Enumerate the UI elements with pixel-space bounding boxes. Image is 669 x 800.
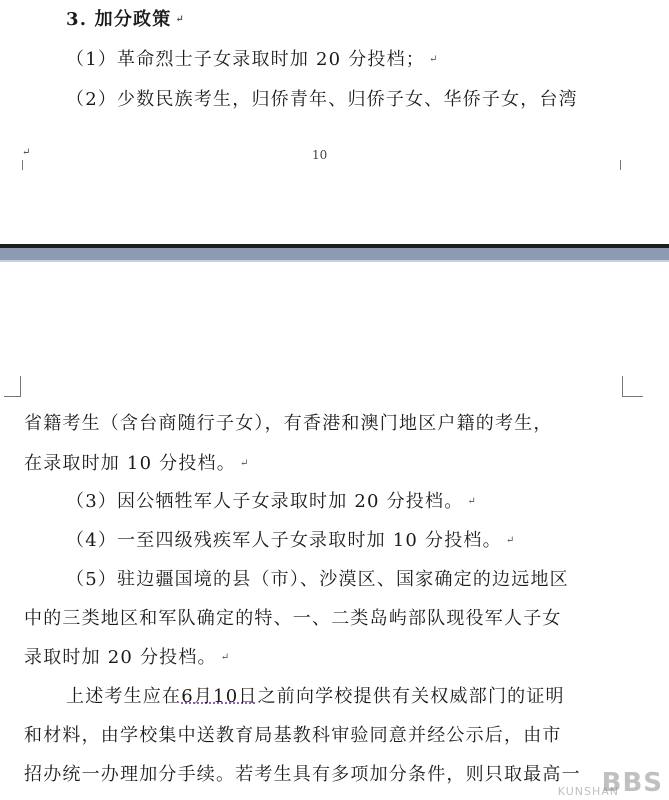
section-heading: 3. 加分政策 ↵: [66, 9, 186, 30]
text-line: 上述考生应在6月10日之前向学校提供有关权威部门的证明: [66, 686, 565, 707]
page-separator: [0, 244, 669, 262]
text-line: 和材料，由学校集中送教育局基教科审验同意并经公示后，由市: [24, 725, 562, 746]
margin-corner-mark: [622, 376, 643, 397]
page-number: 10: [312, 148, 328, 162]
date-text: 6月10日: [181, 686, 258, 707]
margin-corner-mark: [4, 376, 21, 397]
margin-corner-mark: [620, 160, 621, 170]
margin-corner-mark: [22, 160, 23, 170]
text-line: 录取时加 20 分投档。 ↵: [24, 647, 231, 668]
paragraph-mark: ↵: [22, 147, 31, 158]
site-watermark: BBS KUNSHAN: [557, 768, 663, 798]
text-line: 在录取时加 10 分投档。 ↵: [24, 453, 250, 474]
text-line: （1）革命烈士子女录取时加 20 分投档； ↵: [66, 49, 439, 70]
text-line: 省籍考生（含台商随行子女），有香港和澳门地区户籍的考生，: [24, 413, 553, 434]
text-line: （3）因公牺牲军人子女录取时加 20 分投档。 ↵: [66, 491, 477, 512]
document-page-top: [0, 0, 669, 244]
document-page-bottom: [0, 262, 669, 800]
text-line: （4）一至四级残疾军人子女录取时加 10 分投档。 ↵: [66, 530, 516, 551]
text-line: （5）驻边疆国境的县（市）、沙漠区、国家确定的边远地区: [66, 569, 569, 590]
text-line: 中的三类地区和军队确定的特、一、二类岛屿部队现役军人子女: [24, 608, 562, 629]
text-line: （2）少数民族考生，归侨青年、归侨子女、华侨子女，台湾: [66, 89, 578, 110]
text-line: 招办统一办理加分手续。若考生具有多项加分条件，则只取最高一: [24, 764, 581, 785]
